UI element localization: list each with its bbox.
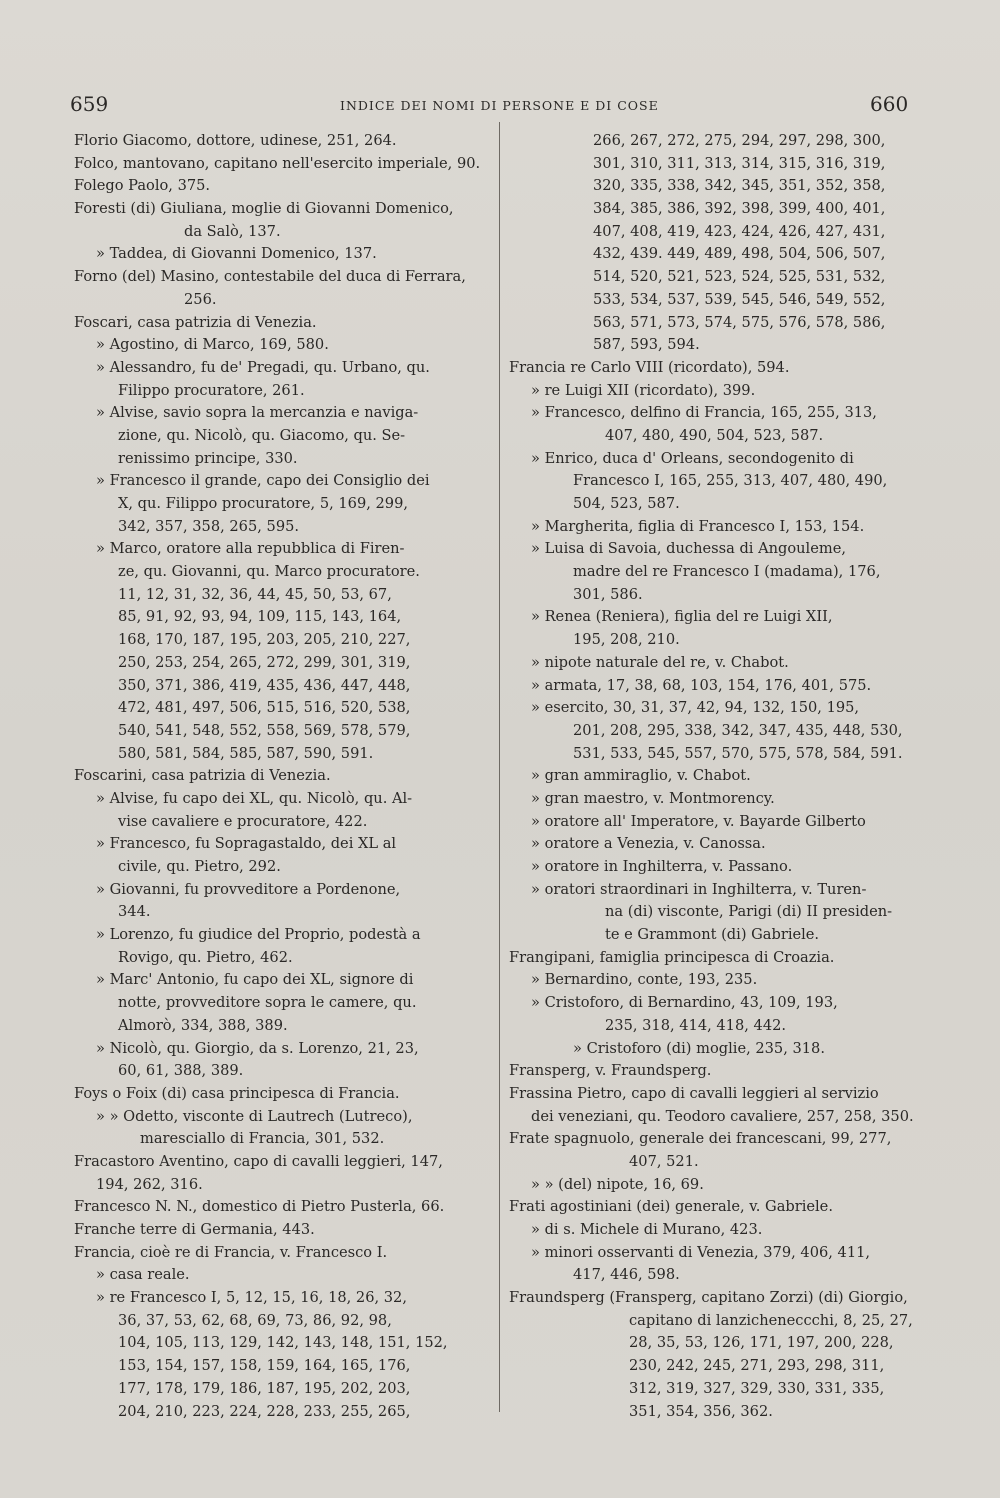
index-line: » Francesco, delfino di Francia, 165, 255, 313, — [531, 404, 877, 422]
index-line: » Bernardino, conte, 193, 235. — [531, 971, 758, 989]
index-line: » Lorenzo, fu giudice del Proprio, podestà a — [96, 926, 421, 944]
index-line: 407, 480, 490, 504, 523, 587. — [605, 426, 824, 444]
index-line: 531, 533, 545, 557, 570, 575, 578, 584, 591. — [573, 744, 903, 762]
index-line: » Alvise, savio sopra la mercanzia e naviga- — [96, 404, 419, 422]
index-line: » oratore in Inghilterra, v. Passano. — [531, 858, 793, 875]
index-line: 204, 210, 223, 224, 228, 233, 255, 265, — [118, 1402, 411, 1420]
index-line: X, qu. Filippo procuratore, 5, 169, 299, — [118, 495, 409, 512]
index-line: » gran ammiraglio, v. Chabot. — [531, 767, 751, 785]
index-line: renissimo principe, 330. — [118, 449, 298, 467]
index-line: » Giovanni, fu provveditore a Pordenone, — [96, 880, 401, 898]
index-line: 344. — [118, 903, 151, 921]
index-line: Rovigo, qu. Pietro, 462. — [118, 948, 293, 966]
index-line: 540, 541, 548, 552, 558, 569, 578, 579, — [118, 721, 411, 739]
index-line: » Francesco, fu Sopragastaldo, dei XL al — [96, 835, 397, 853]
index-line: te e Grammont (di) Gabriele. — [605, 926, 820, 944]
index-line: » Taddea, di Giovanni Domenico, 137. — [96, 245, 377, 263]
index-line: » re Luigi XII (ricordato), 399. — [531, 381, 756, 399]
index-line: » nipote naturale del re, v. Chabot. — [531, 653, 789, 671]
index-line: 580, 581, 584, 585, 587, 590, 591. — [118, 744, 374, 762]
running-title: INDICE DEI NOMI DI PERSONE E DI COSE — [340, 98, 659, 113]
index-line: » Francesco il grande, capo dei Consiglio dei — [96, 472, 430, 490]
index-line: 384, 385, 386, 392, 398, 399, 400, 401, — [593, 200, 886, 218]
index-line: Foscarini, casa patrizia di Venezia. — [74, 767, 331, 785]
index-line: 85, 91, 92, 93, 94, 109, 115, 143, 164, — [118, 608, 402, 626]
index-line: 60, 61, 388, 389. — [118, 1062, 244, 1080]
index-line: » re Francesco I, 5, 12, 15, 16, 18, 26, 32, — [96, 1289, 407, 1307]
index-line: Foresti (di) Giuliana, moglie di Giovanni Domenico, — [74, 200, 454, 218]
index-line: 28, 35, 53, 126, 171, 197, 200, 228, — [629, 1334, 894, 1352]
index-line: 417, 446, 598. — [573, 1266, 680, 1284]
index-line: » Nicolò, qu. Giorgio, da s. Lorenzo, 21, 23, — [96, 1039, 419, 1057]
page-number-left: 659 — [70, 92, 109, 116]
index-line: 533, 534, 537, 539, 545, 546, 549, 552, — [593, 290, 886, 308]
index-line: 301, 586. — [573, 585, 643, 603]
index-line: 432, 439. 449, 489, 498, 504, 506, 507, — [593, 245, 886, 263]
index-line: civile, qu. Pietro, 292. — [118, 858, 281, 875]
index-line: 407, 408, 419, 423, 424, 426, 427, 431, — [593, 222, 886, 240]
index-line: Folego Paolo, 375. — [74, 177, 211, 195]
index-line: » casa reale. — [96, 1266, 190, 1284]
index-line: da Salò, 137. — [184, 222, 281, 240]
index-line: Fransperg, v. Fraundsperg. — [509, 1062, 712, 1080]
index-line: notte, provveditore sopra le camere, qu. — [118, 994, 417, 1012]
index-line: ze, qu. Giovanni, qu. Marco procuratore. — [118, 563, 420, 581]
index-line: 194, 262, 316. — [96, 1175, 203, 1193]
index-line: 407, 521. — [629, 1152, 699, 1170]
index-line: 350, 371, 386, 419, 435, 436, 447, 448, — [118, 676, 411, 694]
index-line: » Alessandro, fu de' Pregadi, qu. Urbano, qu. — [96, 358, 430, 376]
index-line: » esercito, 30, 31, 37, 42, 94, 132, 150, 195, — [531, 699, 860, 717]
index-line: » armata, 17, 38, 68, 103, 154, 176, 401, 575. — [531, 676, 872, 694]
index-line: 587, 593, 594. — [593, 336, 700, 354]
index-line: 301, 310, 311, 313, 314, 315, 316, 319, — [593, 154, 886, 172]
index-line: » » (del) nipote, 16, 69. — [531, 1175, 704, 1193]
index-line: 177, 178, 179, 186, 187, 195, 202, 203, — [118, 1379, 411, 1397]
index-line: Fraundsperg (Fransperg, capitano Zorzi) (di) Giorgio, — [509, 1289, 908, 1307]
index-line: » Cristoforo (di) moglie, 235, 318. — [573, 1039, 825, 1057]
index-line: » Agostino, di Marco, 169, 580. — [96, 336, 329, 354]
index-column-left — [74, 130, 488, 1423]
index-line: madre del re Francesco I (madama), 176, — [573, 563, 881, 581]
index-column-right — [509, 130, 929, 1423]
index-line: 351, 354, 356, 362. — [629, 1402, 773, 1420]
index-line: Foys o Foix (di) casa principesca di Francia. — [74, 1084, 400, 1102]
index-line: » Enrico, duca d' Orleans, secondogenito di — [531, 449, 854, 467]
index-line: 195, 208, 210. — [573, 631, 680, 649]
index-line: » Cristoforo, di Bernardino, 43, 109, 193, — [531, 994, 838, 1012]
index-line: Francia, cioè re di Francia, v. Francesco I. — [74, 1243, 388, 1261]
index-line: 504, 523, 587. — [573, 495, 680, 512]
index-line: 320, 335, 338, 342, 345, 351, 352, 358, — [593, 177, 886, 195]
index-line: 11, 12, 31, 32, 36, 44, 45, 50, 53, 67, — [118, 585, 392, 603]
index-line: Fracastoro Aventino, capo di cavalli leggieri, 147, — [74, 1152, 443, 1170]
index-line: » Luisa di Savoia, duchessa di Angouleme, — [531, 540, 846, 558]
index-line: » Margherita, figlia di Francesco I, 153, 154. — [531, 517, 865, 535]
index-line: 256. — [184, 290, 217, 308]
index-line: Frassina Pietro, capo di cavalli leggieri al servizio — [509, 1084, 879, 1102]
index-line: na (di) visconte, Parigi (di) II presiden- — [605, 903, 893, 921]
index-line: » gran maestro, v. Montmorency. — [531, 789, 775, 807]
column-divider — [499, 122, 500, 1412]
index-line: Frate spagnuolo, generale dei francescani, 99, 277, — [509, 1130, 892, 1148]
index-line: » » Odetto, visconte di Lautrech (Lutreco), — [96, 1107, 413, 1125]
index-line: 104, 105, 113, 129, 142, 143, 148, 151, 152, — [118, 1334, 448, 1352]
index-line: » Alvise, fu capo dei XL, qu. Nicolò, qu. Al- — [96, 789, 413, 807]
index-line: Filippo procuratore, 261. — [118, 381, 305, 399]
index-line: zione, qu. Nicolò, qu. Giacomo, qu. Se- — [118, 426, 406, 444]
index-line: 266, 267, 272, 275, 294, 297, 298, 300, — [593, 132, 886, 149]
index-line: Foscari, casa patrizia di Venezia. — [74, 313, 317, 331]
index-line: » Marc' Antonio, fu capo dei XL, signore di — [96, 971, 414, 989]
index-line: » Renea (Reniera), figlia del re Luigi XII, — [531, 608, 833, 626]
index-line: Forno (del) Masino, contestabile del duca di Ferrara, — [74, 268, 466, 286]
index-line: 168, 170, 187, 195, 203, 205, 210, 227, — [118, 631, 411, 649]
index-line: 563, 571, 573, 574, 575, 576, 578, 586, — [593, 313, 886, 331]
index-line: » oratore a Venezia, v. Canossa. — [531, 835, 766, 853]
index-line: » di s. Michele di Murano, 423. — [531, 1221, 763, 1238]
index-line: Almorò, 334, 388, 389. — [118, 1016, 288, 1034]
index-line: » Marco, oratore alla repubblica di Firen- — [96, 540, 405, 558]
index-line: Florio Giacomo, dottore, udinese, 251, 264. — [74, 132, 397, 149]
index-line: Francesco I, 165, 255, 313, 407, 480, 490, — [573, 472, 888, 490]
index-line: » oratore all' Imperatore, v. Bayarde Gilberto — [531, 812, 866, 830]
index-line: » minori osservanti di Venezia, 379, 406, 411, — [531, 1243, 871, 1261]
index-line: 230, 242, 245, 271, 293, 298, 311, — [629, 1357, 885, 1375]
index-line: 153, 154, 157, 158, 159, 164, 165, 176, — [118, 1357, 411, 1375]
index-line: vise cavaliere e procuratore, 422. — [118, 812, 368, 830]
index-line: 312, 319, 327, 329, 330, 331, 335, — [629, 1379, 885, 1397]
index-line: Francia re Carlo VIII (ricordato), 594. — [509, 358, 790, 376]
index-line: 342, 357, 358, 265, 595. — [118, 517, 300, 535]
index-line: 36, 37, 53, 62, 68, 69, 73, 86, 92, 98, — [118, 1311, 392, 1329]
index-line: dei veneziani, qu. Teodoro cavaliere, 257, 258, 350. — [531, 1107, 914, 1125]
index-line: 201, 208, 295, 338, 342, 347, 435, 448, 530, — [573, 721, 903, 739]
index-line: capitano di lanzicheneccchi, 8, 25, 27, — [629, 1311, 913, 1329]
index-line: 472, 481, 497, 506, 515, 516, 520, 538, — [118, 699, 411, 717]
index-line: Franche terre di Germania, 443. — [74, 1221, 315, 1238]
index-line: 235, 318, 414, 418, 442. — [605, 1016, 787, 1034]
index-line: 514, 520, 521, 523, 524, 525, 531, 532, — [593, 268, 886, 286]
index-line: Folco, mantovano, capitano nell'esercito imperiale, 90. — [74, 154, 481, 172]
index-line: » oratori straordinari in Inghilterra, v. Turen- — [531, 880, 867, 898]
index-line: Frati agostiniani (dei) generale, v. Gabriele. — [509, 1198, 833, 1216]
page-header — [0, 92, 1000, 122]
page-number-right: 660 — [870, 92, 909, 116]
index-line: maresciallo di Francia, 301, 532. — [140, 1130, 385, 1148]
index-line: 250, 253, 254, 265, 272, 299, 301, 319, — [118, 653, 411, 671]
index-line: Frangipani, famiglia principesca di Croazia. — [509, 948, 835, 966]
index-line: Francesco N. N., domestico di Pietro Pusterla, 66. — [74, 1198, 445, 1216]
